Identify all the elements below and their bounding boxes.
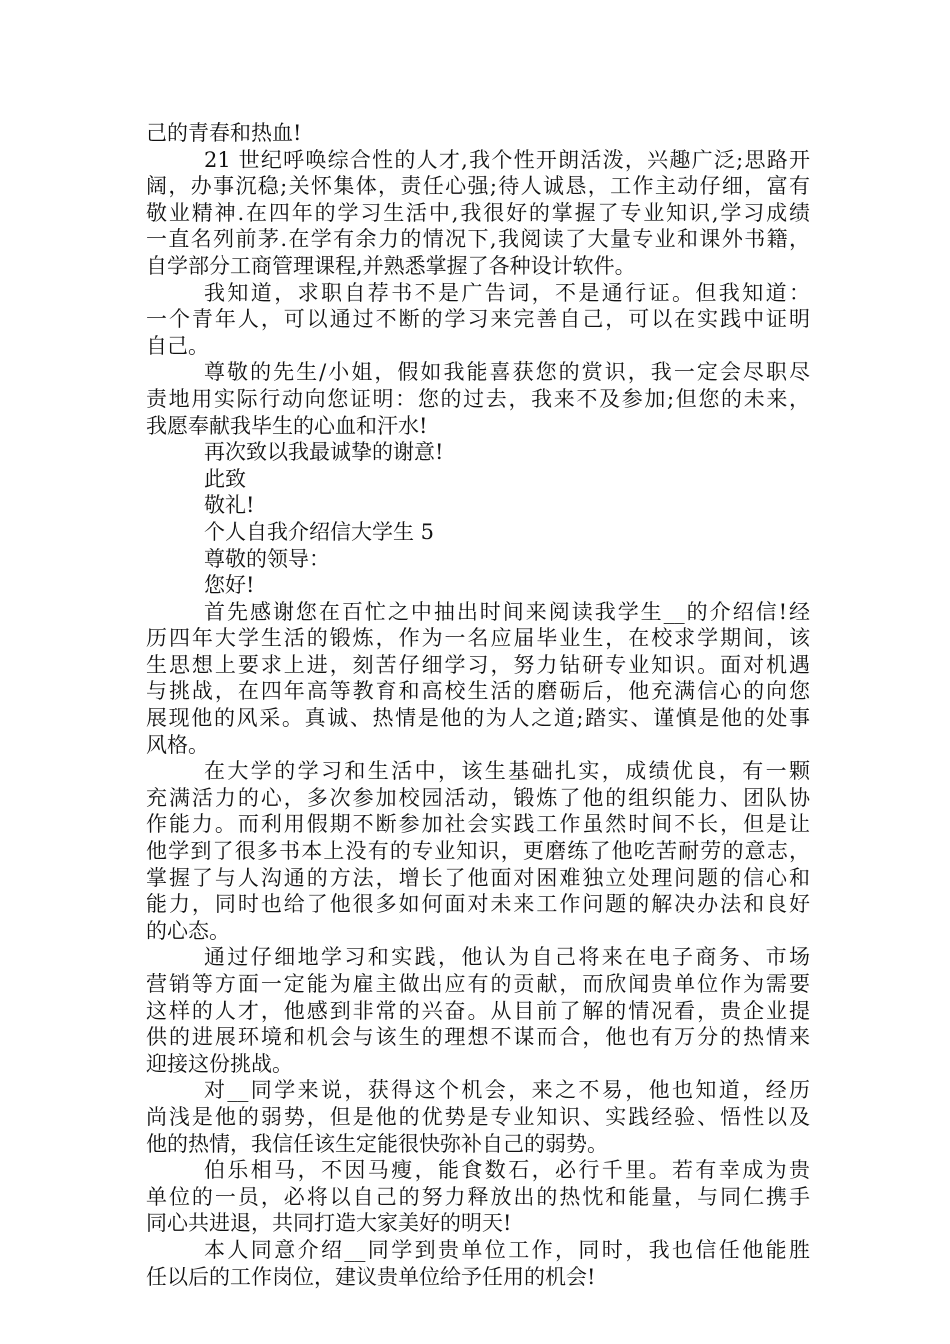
text-line: 我愿奉献我毕生的心血和汗水! [146, 413, 428, 438]
text-line: 能力，同时也给了他很多如何面对未来工作问题的解决办法和良好 [146, 892, 810, 917]
text-line: 充满活力的心，多次参加校园活动，锻炼了他的组织能力、团队协 [146, 785, 810, 810]
text-line: 阔，办事沉稳;关怀集体，责任心强;待人诚恳，工作主动仔细，富有 [146, 174, 810, 199]
text-line: 此致 [204, 466, 246, 491]
text-line: 同心共进退，共同打造大家美好的明天! [146, 1211, 512, 1236]
text-line: 与挑战，在四年高等教育和高校生活的磨砺后，他充满信心的向您 [146, 679, 810, 704]
text-line: 首先感谢您在百忙之中抽出时间来阅读我学生__的介绍信!经 [204, 599, 810, 624]
text-line: 迎接这份挑战。 [146, 1051, 293, 1076]
text-line: 在大学的学习和生活中，该生基础扎实，成绩优良，有一颗 [204, 759, 810, 784]
text-line: 他的热情，我信任该生定能很快弥补自己的弱势。 [146, 1131, 608, 1156]
text-line: 一个青年人，可以通过不断的学习来完善自己，可以在实践中证明 [146, 307, 810, 332]
text-line: 风格。 [146, 732, 209, 757]
text-line: 通过仔细地学习和实践，他认为自己将来在电子商务、市场 [204, 945, 810, 970]
text-line: 自己。 [146, 333, 209, 358]
text-line: 作能力。而利用假期不断参加社会实践工作虽然时间不长，但是让 [146, 812, 810, 837]
text-line: 尊敬的领导： [204, 546, 330, 571]
text-line: 任以后的工作岗位，建议贵单位给予任用的机会! [146, 1264, 596, 1289]
text-line: 掌握了与人沟通的方法，增长了他面对困难独立处理问题的信心和 [146, 865, 810, 890]
text-line: 这样的人才，他感到非常的兴奋。从目前了解的情况看，贵企业提 [146, 998, 810, 1023]
text-line: 敬业精神.在四年的学习生活中,我很好的掌握了专业知识,学习成绩 [146, 200, 810, 225]
text-line: 自学部分工商管理课程,并熟悉掌握了各种设计软件。 [146, 253, 636, 278]
text-line: 尊敬的先生/小姐，假如我能喜获您的赏识，我一定会尽职尽 [204, 360, 810, 385]
text-line: 营销等方面一定能为雇主做出应有的贡献，而欣闻贵单位作为需要 [146, 972, 810, 996]
text-line: 的心态。 [146, 918, 230, 943]
text-line: 尚浅是他的弱势，但是他的优势是专业知识、实践经验、悟性以及 [146, 1104, 810, 1129]
text-line: 他学到了很多书本上没有的专业知识，更磨练了他吃苦耐劳的意志， [146, 839, 810, 864]
text-line: 敬礼! [204, 493, 255, 518]
text-line: 再次致以我最诚挚的谢意! [204, 440, 444, 465]
text-line: 供的进展环境和机会与该生的理想不谋而合，他也有万分的热情来 [146, 1025, 810, 1050]
text-line: 伯乐相马，不因马瘦，能食数石，必行千里。若有幸成为贵 [204, 1158, 810, 1183]
text-line: 我知道，求职自荐书不是广告词，不是通行证。但我知道： [204, 280, 810, 305]
text-line: 展现他的风采。真诚、热情是他的为人之道;踏实、谨慎是他的处事 [146, 706, 810, 731]
text-line: 一直名列前茅.在学有余力的情况下,我阅读了大量专业和课外书籍， [146, 227, 810, 252]
text-line: 个人自我介绍信大学生 5 [204, 519, 435, 544]
text-line: 己的青春和热血! [146, 121, 302, 145]
text-line: 责地用实际行动向您证明：您的过去，我来不及参加;但您的未来， [146, 386, 810, 411]
text-line: 对__同学来说，获得这个机会，来之不易，他也知道，经历 [204, 1078, 810, 1103]
text-line: 本人同意介绍__同学到贵单位工作，同时，我也信任他能胜 [204, 1237, 810, 1262]
text-line: 21 世纪呼唤综合性的人才,我个性开朗活泼，兴趣广泛;思路开 [204, 147, 810, 172]
document-page [146, 120, 810, 1290]
text-line: 历四年大学生活的锻炼，作为一名应届毕业生，在校求学期间，该 [146, 626, 810, 651]
text-line: 单位的一员，必将以自己的努力释放出的热忱和能量，与同仁携手 [146, 1184, 810, 1209]
text-line: 您好! [204, 573, 255, 598]
text-line: 生思想上要求上进，刻苦仔细学习，努力钻研专业知识。面对机遇 [146, 652, 810, 677]
